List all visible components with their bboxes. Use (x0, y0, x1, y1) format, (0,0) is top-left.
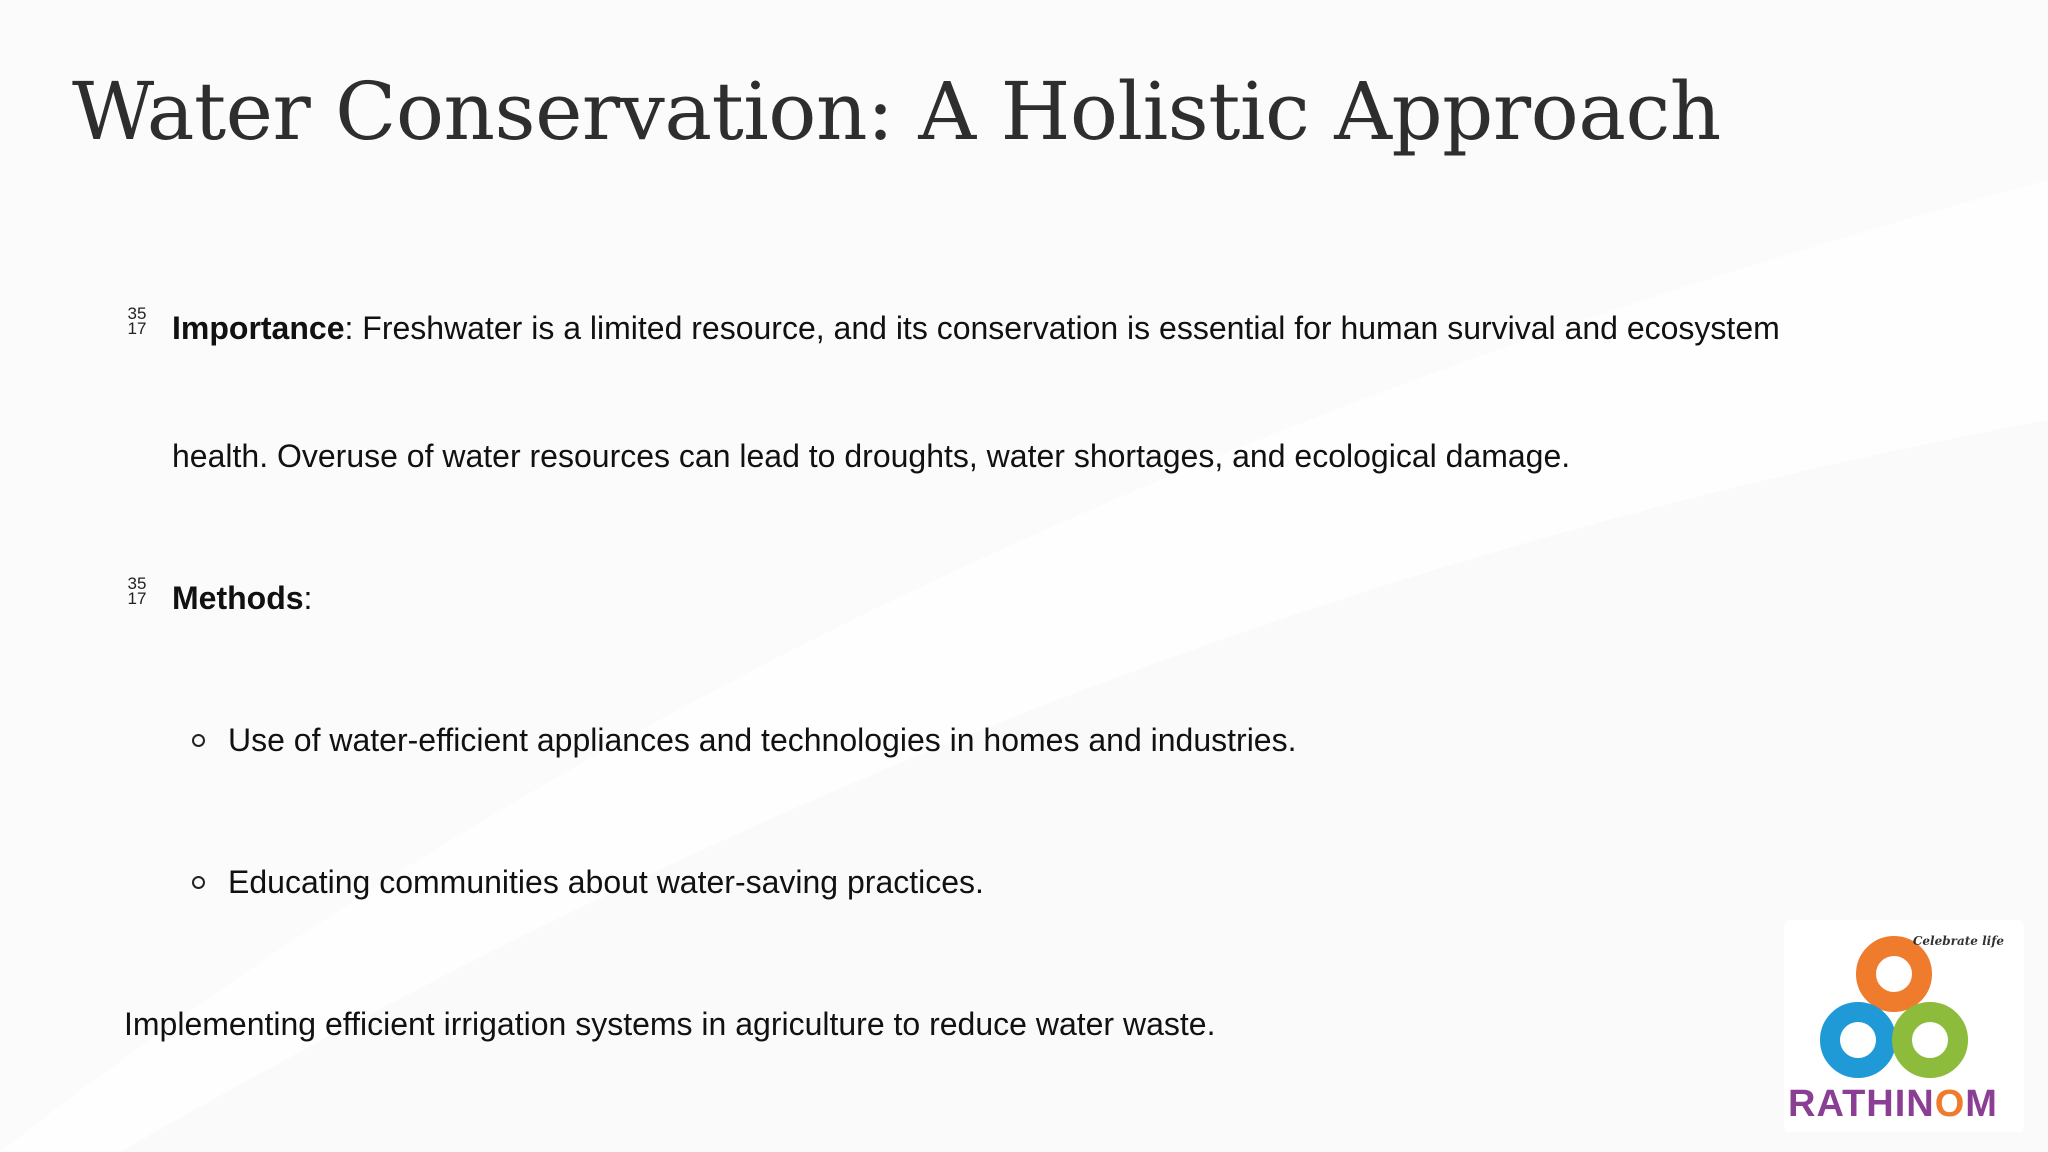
methods-label: Methods (172, 580, 304, 616)
rathinam-logo (1784, 920, 2024, 1132)
slide-title: Water Conservation: A Holistic Approach (72, 65, 1721, 158)
methods-colon: : (303, 580, 313, 616)
importance-line-2: health. Overuse of water resources can lead to droughts, water shortages, and ecological damage. (172, 438, 1571, 474)
bullet-marker-methods (124, 576, 150, 606)
bullet-marker-bottom: 17 (127, 589, 147, 608)
importance-line-1 (172, 308, 1780, 348)
methods-heading (172, 578, 312, 618)
logo-tagline: Celebrate life (1912, 934, 2004, 948)
methods-item-1: Use of water-efficient appliances and technologies in homes and industries. (228, 722, 1297, 758)
importance-text-line1: : Freshwater is a limited resource, and its conservation is essential for human survival and ecosystem (344, 310, 1780, 346)
importance-label: Importance (172, 310, 345, 346)
bullet-marker-top: 35 (127, 574, 147, 593)
logo-word-o: O (1934, 1083, 1966, 1125)
sub-bullet-circle-1 (192, 734, 205, 747)
logo-word-prefix: RATHIN (1788, 1083, 1935, 1125)
methods-item-2: Educating communities about water-saving practices. (228, 864, 984, 900)
irrigation-line: Implementing efficient irrigation systems in agriculture to reduce water waste. (124, 1006, 1216, 1042)
sub-bullet-circle-2 (192, 876, 205, 889)
logo-word-suffix: M (1965, 1083, 1998, 1125)
logo-wordmark (1788, 1084, 1998, 1124)
bullet-marker-top: 35 (127, 304, 147, 323)
bullet-marker-importance (124, 306, 150, 336)
bullet-marker-bottom: 17 (127, 319, 147, 338)
